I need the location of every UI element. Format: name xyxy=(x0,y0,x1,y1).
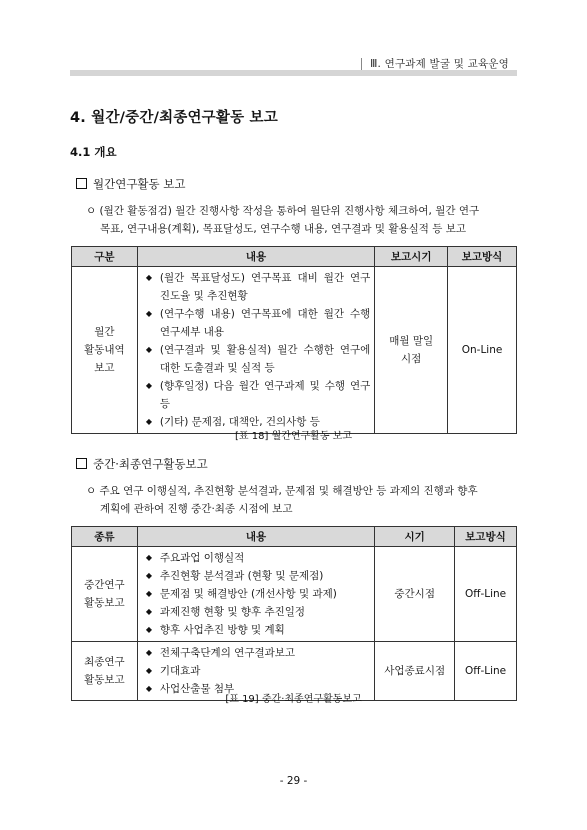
table-caption: [표 18] 월간연구활동 보고 xyxy=(234,431,352,442)
content-cell xyxy=(137,267,374,434)
checkbox-square-icon xyxy=(76,178,87,189)
subsection-title: 4.1 개요 xyxy=(70,145,117,159)
row-label: 월간 활동내역 보고 xyxy=(72,267,138,434)
header-timing: 시기 xyxy=(375,527,455,547)
table-row xyxy=(72,547,517,642)
section-interim-final-heading: 중간·최종연구활동보고 xyxy=(76,456,208,472)
header-method: 보고방식 xyxy=(448,247,517,267)
page-number: - 29 - xyxy=(279,775,308,787)
row-label: 중간연구 활동보고 xyxy=(72,547,138,642)
list-item: ◆ 추진현황 분석결과 (현황 및 문제점) xyxy=(146,567,370,585)
list-item: ◆ 주요과업 이행실적 xyxy=(146,549,370,567)
list-item: ◆ 전체구축단계의 연구결과보고 xyxy=(146,644,370,662)
table-header-row xyxy=(72,527,517,547)
list-item: ◆ 기대효과 xyxy=(146,662,370,680)
list-item: ◆ (향후일정) 다음 월간 연구과제 및 수행 연구 등 xyxy=(146,377,370,413)
method-cell: Off-Line xyxy=(455,547,517,642)
monthly-description: ㅇ (월간 활동점검) 월간 진행사항 작성을 통하여 월단위 진행사항 체크하여, 월간 연구 목표, 연구내용(계획), 목표달성도, 연구수행 내용, 연구결과 및 활용실적 등 보고 xyxy=(86,205,480,235)
list-item: ◆ (기타) 문제점, 대책안, 건의사항 등 xyxy=(146,413,370,431)
header-timing: 보고시기 xyxy=(375,247,448,267)
table-monthly-report xyxy=(71,246,517,434)
content-list xyxy=(138,267,374,433)
header-content: 내용 xyxy=(137,247,374,267)
header-method: 보고방식 xyxy=(455,527,517,547)
list-item: ◆ (월간 목표달성도) 연구목표 대비 월간 연구 진도율 및 추진현황 xyxy=(146,269,370,305)
timing-cell: 중간시점 xyxy=(375,547,455,642)
table-caption: [표 19] 중간·최종연구활동보고 xyxy=(225,694,362,705)
row-label: 최종연구 활동보고 xyxy=(72,642,138,701)
list-item: ◆ 사업산출물 첨부 xyxy=(146,680,370,698)
checkbox-square-icon xyxy=(76,458,87,469)
interim-final-description: ㅇ 주요 연구 이행실적, 추진현황 분석결과, 문제점 및 해결방안 등 과제의 진행과 향후 계획에 관하여 진행 중간·최종 시점에 보고 xyxy=(86,485,478,515)
header-category: 구분 xyxy=(72,247,138,267)
header-type: 종류 xyxy=(72,527,138,547)
header-content: 내용 xyxy=(137,527,374,547)
table-interim-final-report xyxy=(71,526,517,701)
chapter-title: Ⅲ. 연구과제 발굴 및 교육운영 xyxy=(361,58,509,70)
method-cell: Off-Line xyxy=(455,642,517,701)
table-header-row xyxy=(72,247,517,267)
table-row xyxy=(72,267,517,434)
timing-cell: 매월 말일 시점 xyxy=(375,267,448,434)
page-header xyxy=(70,56,517,78)
section-monthly-heading: 월간연구활동 보고 xyxy=(76,176,186,192)
timing-cell: 사업종료시점 xyxy=(375,642,455,701)
content-cell xyxy=(137,547,374,642)
list-item: ◆ 향후 사업추진 방향 및 계획 xyxy=(146,621,370,639)
list-item: ◆ 과제진행 현황 및 향후 추진일정 xyxy=(146,603,370,621)
list-item: ◆ 문제점 및 해결방안 (개선사항 및 과제) xyxy=(146,585,370,603)
header-bar xyxy=(70,70,517,76)
content-list xyxy=(138,547,374,641)
section-title: 4. 월간/중간/최종연구활동 보고 xyxy=(70,110,278,126)
method-cell: On-Line xyxy=(448,267,517,434)
list-item: ◆ (연구수행 내용) 연구목표에 대한 월간 수행 연구세부 내용 xyxy=(146,305,370,341)
list-item: ◆ (연구결과 및 활용실적) 월간 수행한 연구에 대한 도출결과 및 실적 등 xyxy=(146,341,370,377)
